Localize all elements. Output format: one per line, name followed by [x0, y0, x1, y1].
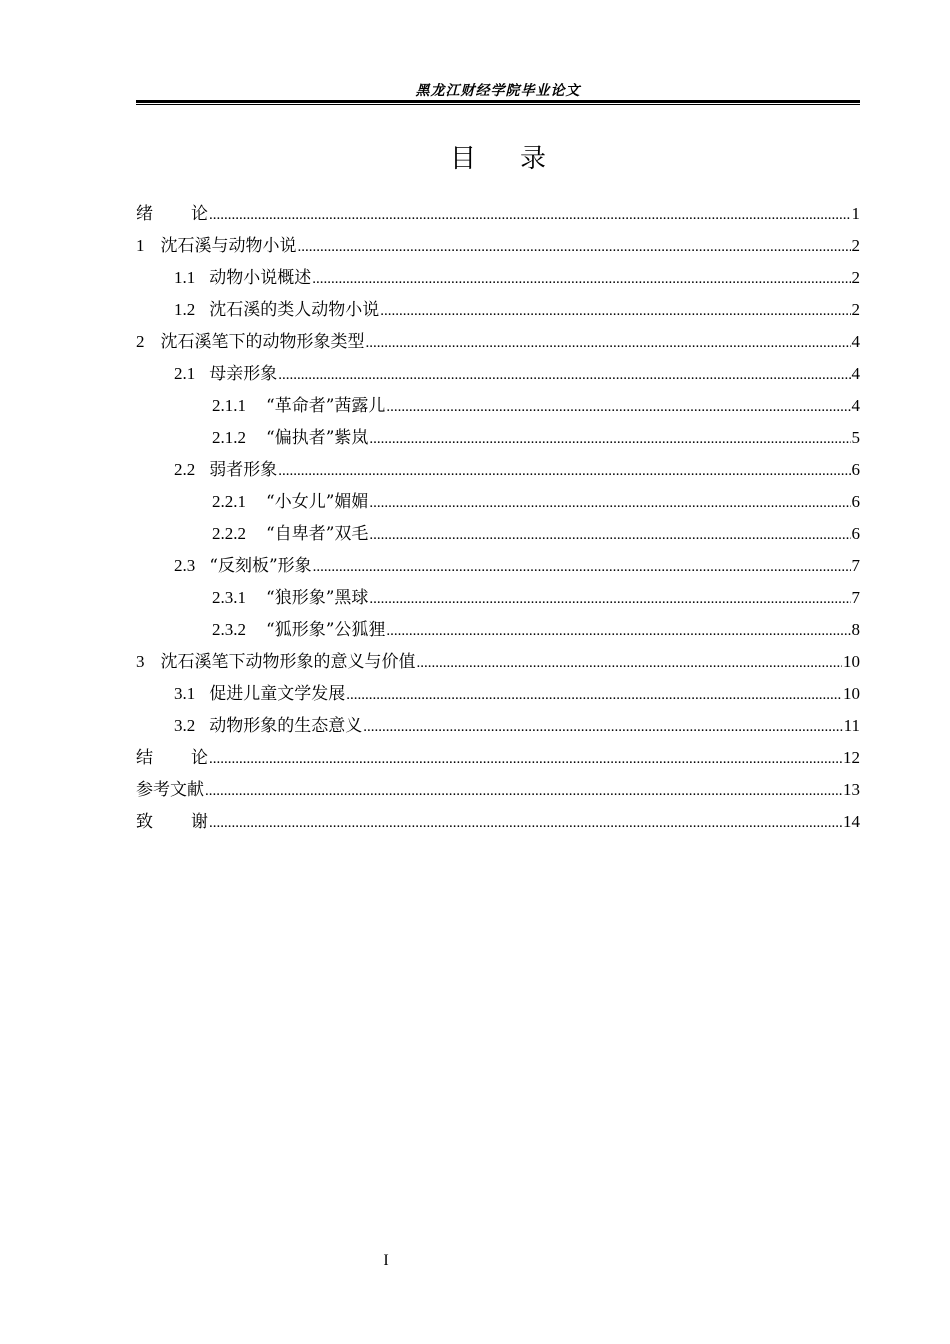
toc-entry-label: 动物形象的生态意义 [209, 716, 363, 736]
toc-entry-number: 2.1.1 [212, 396, 246, 415]
toc-entry-page: 11 [843, 716, 860, 735]
toc-entry-section-1-2[interactable] [136, 294, 860, 326]
toc-entry-subsection-2-1-2[interactable] [136, 422, 860, 454]
toc-leader-dots [298, 231, 851, 263]
toc-entry-label: 沈石溪与动物小说 [160, 236, 297, 256]
toc-entry-page: 12 [843, 748, 860, 767]
toc-entry-subsection-2-3-2[interactable] [136, 614, 860, 646]
toc-leader-dots [209, 199, 851, 231]
toc-entry-page: 13 [843, 780, 860, 799]
toc-entry-number: 2.2.2 [212, 524, 246, 543]
toc-heading-char-1: 目 [449, 144, 476, 174]
toc-entry-page: 4 [851, 396, 860, 415]
toc-heading [136, 138, 860, 175]
toc-entry-page: 6 [851, 460, 860, 479]
toc-entry-number: 3 [136, 652, 145, 671]
toc-leader-dots [209, 743, 842, 775]
toc-entry-label: “革命者”茜露儿 [266, 396, 386, 416]
toc-entry-chapter-1[interactable] [136, 230, 860, 262]
table-of-contents [136, 198, 860, 838]
toc-entry-number: 3.1 [174, 684, 196, 703]
toc-entry-number: 2.1 [174, 364, 196, 383]
toc-entry-label: 动物小说概述 [209, 268, 312, 288]
running-header: 黑龙江财经学院毕业论文 [415, 83, 581, 99]
toc-entry-label: “狐形象”公狐狸 [266, 620, 386, 640]
toc-leader-dots [313, 551, 851, 583]
toc-leader-dots [205, 775, 842, 807]
toc-entry-label: “反刻板”形象 [209, 556, 312, 576]
toc-leader-dots [312, 263, 850, 295]
toc-entry-label: 绪 论 [136, 204, 208, 224]
header-rule-thick [136, 100, 860, 103]
toc-leader-dots [369, 487, 850, 519]
toc-entry-number: 1 [136, 236, 145, 255]
toc-entry-number: 2.2.1 [212, 492, 246, 511]
toc-leader-dots [386, 615, 850, 647]
toc-entry-page: 6 [851, 492, 860, 511]
toc-entry-subsection-2-2-1[interactable] [136, 486, 860, 518]
toc-entry-label: 致 谢 [136, 812, 208, 832]
toc-entry-page: 4 [851, 332, 860, 351]
toc-entry-page: 7 [851, 556, 860, 575]
toc-entry-page: 5 [851, 428, 860, 447]
toc-entry-references[interactable] [136, 774, 860, 806]
toc-entry-acknowledgements[interactable] [136, 806, 860, 838]
toc-entry-number: 2.1.2 [212, 428, 246, 447]
toc-entry-subsection-2-1-1[interactable] [136, 390, 860, 422]
toc-leader-dots [346, 679, 842, 711]
toc-entry-page: 2 [851, 236, 860, 255]
toc-entry-number: 2.3.2 [212, 620, 246, 639]
toc-leader-dots [278, 359, 850, 391]
toc-leader-dots [386, 391, 850, 423]
toc-entry-subsection-2-3-1[interactable] [136, 582, 860, 614]
toc-entry-section-3-2[interactable] [136, 710, 860, 742]
toc-entry-label: “小女儿”媚媚 [266, 492, 369, 512]
toc-leader-dots [278, 455, 850, 487]
toc-entry-label: 母亲形象 [209, 364, 278, 384]
toc-entry-page: 10 [843, 652, 860, 671]
toc-entry-label: “自卑者”双毛 [266, 524, 369, 544]
toc-entry-number: 2.3 [174, 556, 196, 575]
toc-entry-number: 3.2 [174, 716, 196, 735]
toc-entry-label: “狼形象”黑球 [266, 588, 369, 608]
toc-entry-page: 10 [843, 684, 860, 703]
toc-entry-label: 弱者形象 [209, 460, 278, 480]
toc-entry-number: 2.2 [174, 460, 196, 479]
toc-leader-dots [209, 807, 842, 839]
toc-leader-dots [369, 519, 850, 551]
toc-entry-chapter-2[interactable] [136, 326, 860, 358]
toc-entry-section-2-3[interactable] [136, 550, 860, 582]
toc-entry-subsection-2-2-2[interactable] [136, 518, 860, 550]
toc-entry-chapter-3[interactable] [136, 646, 860, 678]
toc-entry-number: 2.3.1 [212, 588, 246, 607]
toc-leader-dots [366, 327, 851, 359]
toc-entry-section-3-1[interactable] [136, 678, 860, 710]
toc-entry-section-2-2[interactable] [136, 454, 860, 486]
page-number: I [383, 1252, 389, 1269]
toc-entry-page: 2 [851, 268, 860, 287]
toc-leader-dots [369, 583, 850, 615]
toc-entry-introduction[interactable] [136, 198, 860, 230]
toc-leader-dots [369, 423, 850, 455]
header-rule-thin [136, 104, 860, 105]
toc-entry-page: 2 [851, 300, 860, 319]
toc-entry-label: 沈石溪笔下的动物形象类型 [160, 332, 365, 352]
toc-entry-page: 4 [851, 364, 860, 383]
toc-entry-label: 参考文献 [136, 780, 204, 800]
toc-entry-section-1-1[interactable] [136, 262, 860, 294]
toc-entry-conclusion[interactable] [136, 742, 860, 774]
toc-entry-page: 6 [851, 524, 860, 543]
toc-entry-page: 7 [851, 588, 860, 607]
toc-leader-dots [380, 295, 850, 327]
toc-entry-number: 1.2 [174, 300, 196, 319]
toc-entry-page: 8 [851, 620, 860, 639]
toc-entry-number: 2 [136, 332, 145, 351]
toc-entry-label: 促进儿童文学发展 [209, 684, 346, 704]
toc-entry-label: 沈石溪笔下动物形象的意义与价值 [160, 652, 416, 672]
toc-leader-dots [417, 647, 843, 679]
toc-heading-char-2: 录 [520, 144, 547, 174]
toc-entry-label: 结 论 [136, 748, 208, 768]
toc-entry-number: 1.1 [174, 268, 196, 287]
toc-entry-label: “偏执者”紫岚 [266, 428, 369, 448]
toc-entry-page: 14 [843, 812, 860, 831]
toc-entry-page: 1 [851, 204, 860, 223]
toc-entry-section-2-1[interactable] [136, 358, 860, 390]
toc-entry-label: 沈石溪的类人动物小说 [209, 300, 380, 320]
toc-leader-dots [363, 711, 842, 743]
